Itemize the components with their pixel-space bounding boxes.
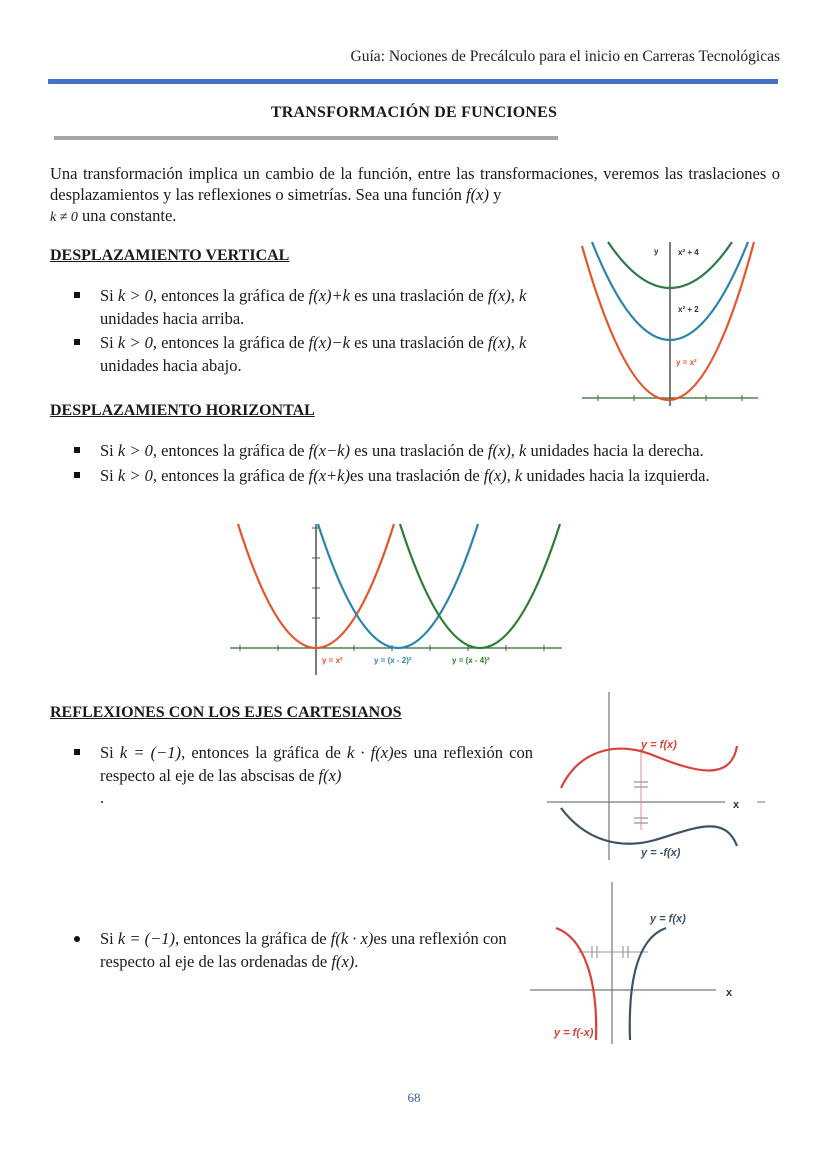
intro-paragraph: Una transformación implica un cambio de la función, entre las transformaciones, veremos las traslaciones o desplazamientos y las reflexiones o simetrías. Sea una función f(x) y k ≠ 0 una constante. bbox=[50, 164, 780, 225]
list-item: Si k = (−1), entonces la gráfica de k · f(x)es una reflexión con respecto al eje de las abscisas de f(x) . bbox=[50, 742, 533, 810]
label-x-minus-2: y = (x - 2)² bbox=[374, 656, 412, 665]
section-heading-horizontal: DESPLAZAMIENTO HORIZONTAL bbox=[50, 402, 315, 419]
label-f-neg-x: y = f(-x) bbox=[554, 1027, 594, 1039]
vertical-shift-figure bbox=[578, 238, 762, 408]
list-item: Si k > 0, entonces la gráfica de f(x+k)es una traslación de f(x), k unidades hacia la izquierda. bbox=[50, 465, 785, 488]
label-x2-plus-2: x² + 2 bbox=[678, 305, 699, 314]
label-f: y = f(x) bbox=[650, 913, 686, 925]
curve-f bbox=[561, 746, 737, 788]
curve-f-neg-x bbox=[556, 928, 596, 1040]
label-x2-plus-4: x² + 4 bbox=[678, 248, 699, 257]
page-title: TRANSFORMACIÓN DE FUNCIONES bbox=[270, 104, 558, 121]
section-heading-reflections: REFLEXIONES CON LOS EJES CARTESIANOS bbox=[50, 704, 402, 721]
reflection-list-2 bbox=[50, 928, 510, 973]
curve-neg-f bbox=[561, 808, 737, 846]
page-number: 68 bbox=[407, 1090, 421, 1105]
reflection-y-axis-figure bbox=[528, 880, 746, 1048]
x-axis-label: x bbox=[733, 799, 740, 811]
header-rule bbox=[48, 79, 778, 84]
title-rule bbox=[54, 136, 558, 140]
curve-f bbox=[630, 928, 666, 1040]
label-x-minus-4: y = (x - 4)² bbox=[452, 656, 490, 665]
list-item: Si k > 0, entonces la gráfica de f(x−k) es una traslación de f(x), k unidades hacia la derecha. bbox=[50, 440, 785, 463]
reflection-x-axis-figure bbox=[545, 690, 767, 862]
list-item: Si k = (−1), entonces la gráfica de f(k · x)es una reflexión con respecto al eje de las ordenadas de f(x). bbox=[50, 928, 510, 973]
y-axis-label: y bbox=[654, 247, 659, 256]
horizontal-list bbox=[50, 440, 785, 487]
horizontal-shift-figure bbox=[228, 520, 566, 680]
curve-x-minus-4 bbox=[400, 524, 560, 648]
label-neg-f: y = -f(x) bbox=[641, 847, 681, 859]
list-item: Si k > 0, entonces la gráfica de f(x)+k es una traslación de f(x), k unidades hacia arriba. bbox=[50, 285, 575, 330]
x-axis-label: x bbox=[726, 987, 733, 999]
curve-x2 bbox=[582, 242, 754, 400]
vertical-list bbox=[50, 285, 575, 377]
label-x2: y = x² bbox=[322, 656, 343, 665]
section-heading-vertical: DESPLAZAMIENTO VERTICAL bbox=[50, 247, 290, 264]
reflection-list-1 bbox=[50, 742, 533, 810]
list-item: Si k > 0, entonces la gráfica de f(x)−k es una traslación de f(x), k unidades hacia abajo. bbox=[50, 332, 575, 377]
curve-x-minus-2 bbox=[318, 524, 478, 648]
label-x2: y = x² bbox=[676, 358, 697, 367]
label-f: y = f(x) bbox=[641, 739, 677, 751]
page-header: Guía: Nociones de Precálculo para el inicio en Carreras Tecnológicas bbox=[350, 48, 780, 65]
